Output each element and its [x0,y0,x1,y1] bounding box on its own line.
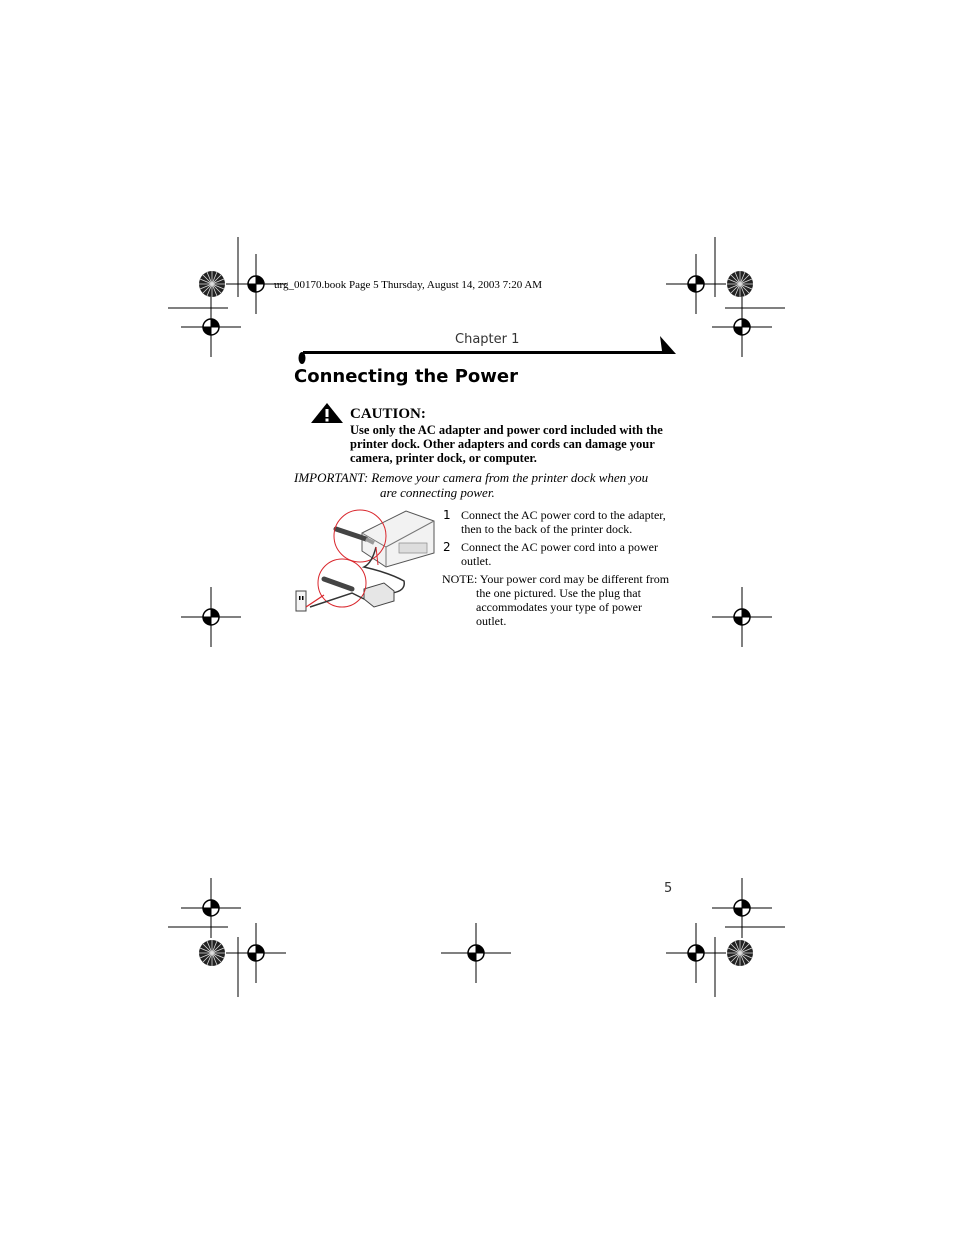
step-text-line: outlet. [461,554,492,568]
note-line: the one pictured. Use the plug that [476,586,641,600]
note-line: NOTE: Your power cord may be different from [442,572,670,586]
warning-icon [310,402,344,424]
important-note [294,471,684,500]
caution-text: Use only the AC adapter and power cord included with the printer dock. Other adapters and cords can damage your camera, printer dock, or computer. [350,423,663,465]
important-line-2: are connecting power. [380,484,495,500]
caution-heading: CAUTION: [350,406,426,422]
important-line-1: IMPORTANT: Remove your camera from the printer dock when you [294,470,649,485]
step-2 [443,540,658,568]
note-line: accommodates your type of power [476,600,642,614]
step-text-line: then to the back of the printer dock. [461,522,633,536]
page-title: Connecting the Power [294,366,518,387]
print-slug: urg_00170.book Page 5 Thursday, August 14, 2003 7:20 AM [274,279,543,291]
step-text-line: Connect the AC power cord to the adapter, [461,508,666,522]
step-number: 1 [443,508,451,522]
page-number: 5 [664,881,673,896]
chapter-label: Chapter 1 [455,332,520,347]
note [442,572,682,628]
note-line: outlet. [476,614,507,628]
step-number: 2 [443,540,451,554]
power-connection-illustration [294,503,440,621]
step-1 [443,508,666,536]
step-text-line: Connect the AC power cord into a power [461,540,658,554]
